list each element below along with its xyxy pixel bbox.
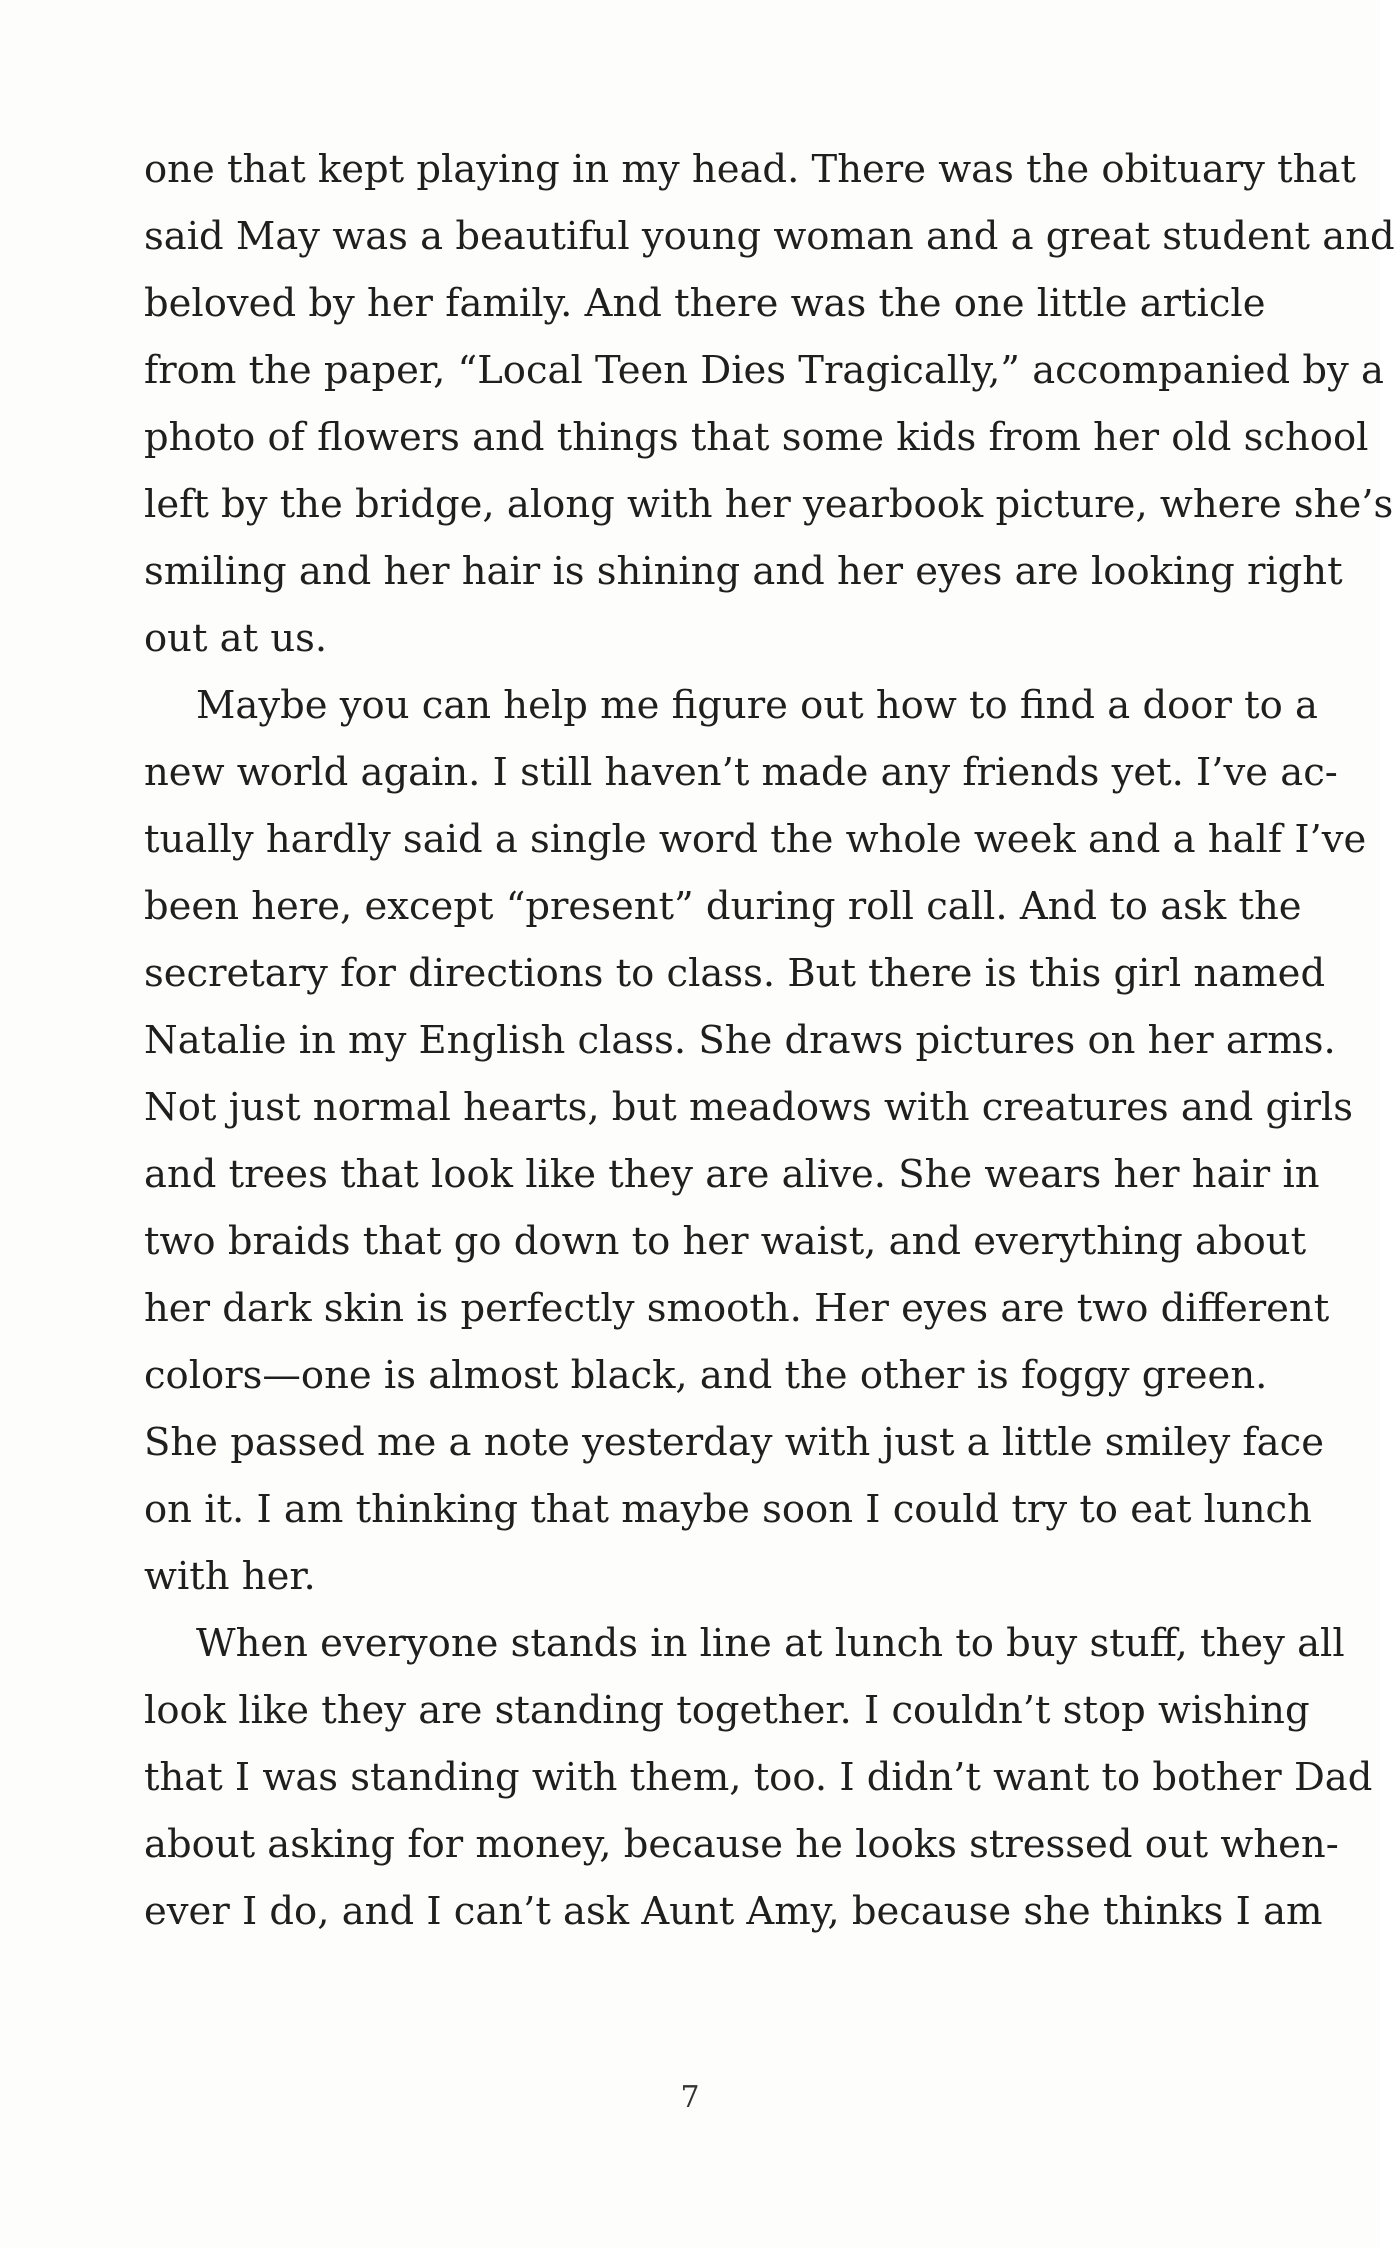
text-line: out at us. xyxy=(144,616,328,661)
paragraph-2 xyxy=(144,672,1367,1610)
text-line: Maybe you can help me figure out how to find a door to a xyxy=(196,683,1318,728)
text-line: new world again. I still haven’t made any friends yet. I’ve ac- xyxy=(144,750,1338,795)
page-number: 7 xyxy=(680,2080,700,2115)
text-line: one that kept playing in my head. There was the obituary that xyxy=(144,147,1356,192)
text-line: that I was standing with them, too. I didn’t want to bother Dad xyxy=(144,1755,1373,1800)
text-line: Natalie in my English class. She draws pictures on her arms. xyxy=(144,1018,1336,1063)
text-line: said May was a beautiful young woman and a great student and xyxy=(144,214,1395,259)
paragraph-1 xyxy=(144,136,1395,672)
text-line: Not just normal hearts, but meadows with creatures and girls xyxy=(144,1085,1353,1130)
text-line: two braids that go down to her waist, and everything about xyxy=(144,1219,1307,1264)
text-line: smiling and her hair is shining and her eyes are looking right xyxy=(144,549,1343,594)
text-line: from the paper, “Local Teen Dies Tragically,” accompanied by a xyxy=(144,348,1384,393)
text-line: ever I do, and I can’t ask Aunt Amy, because she thinks I am xyxy=(144,1889,1323,1934)
paragraph-3 xyxy=(144,1610,1373,1945)
text-line: her dark skin is perfectly smooth. Her eyes are two different xyxy=(144,1286,1330,1331)
text-line: colors—one is almost black, and the other is foggy green. xyxy=(144,1353,1268,1398)
text-line: about asking for money, because he looks stressed out when- xyxy=(144,1822,1339,1867)
text-line: on it. I am thinking that maybe soon I could try to eat lunch xyxy=(144,1487,1312,1532)
text-line: When everyone stands in line at lunch to buy stuff, they all xyxy=(196,1621,1345,1666)
body-text xyxy=(144,136,1395,1945)
text-line: been here, except “present” during roll call. And to ask the xyxy=(144,884,1302,929)
text-line: tually hardly said a single word the whole week and a half I’ve xyxy=(144,817,1367,862)
text-line: beloved by her family. And there was the one little article xyxy=(144,281,1266,326)
text-line: look like they are standing together. I couldn’t stop wishing xyxy=(144,1688,1310,1733)
text-line: and trees that look like they are alive. She wears her hair in xyxy=(144,1152,1320,1197)
text-line: with her. xyxy=(144,1554,316,1599)
text-line: She passed me a note yesterday with just a little smiley face xyxy=(144,1420,1324,1465)
text-line: left by the bridge, along with her yearbook picture, where she’s xyxy=(144,482,1394,527)
text-line: secretary for directions to class. But there is this girl named xyxy=(144,951,1326,996)
text-line: photo of flowers and things that some kids from her old school xyxy=(144,415,1369,460)
